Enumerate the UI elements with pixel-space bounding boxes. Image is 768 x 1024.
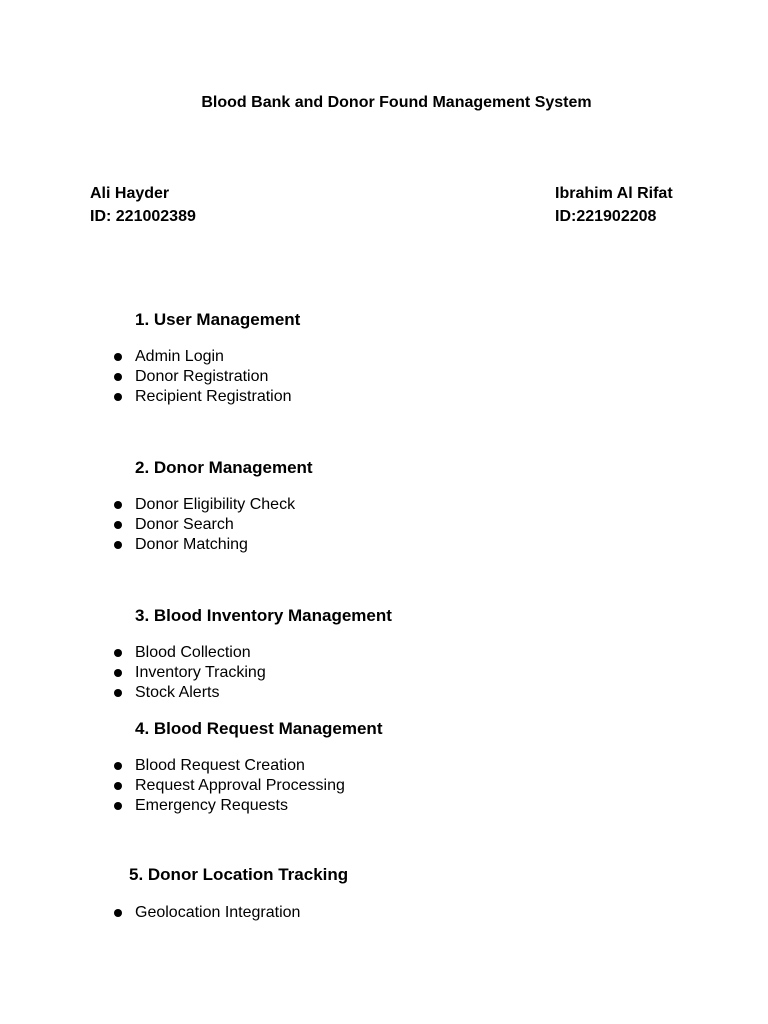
list-item [0,796,345,816]
bullet-list-blood-inventory-management [0,643,266,703]
bullet-icon [114,353,122,361]
list-item [0,347,292,367]
list-item [0,776,345,796]
list-item [0,756,345,776]
author-name: Ibrahim Al Rifat [555,185,673,202]
document-title: Blood Bank and Donor Found Management System [201,94,592,111]
section-heading-user-management: 1. User Management [135,310,301,329]
author-name: Ali Hayder [90,185,170,202]
section-heading-donor-location-tracking: 5. Donor Location Tracking [129,865,349,884]
author-id: ID: 221002389 [90,208,196,225]
section-heading-donor-management: 2. Donor Management [135,458,313,477]
list-item-text: Blood Collection [135,644,251,661]
list-item-text: Blood Request Creation [135,757,305,774]
list-item [0,663,266,683]
author-block-1 [90,182,196,228]
list-item-text: Geolocation Integration [135,904,301,921]
bullet-list-donor-location-tracking [0,903,300,923]
list-item [0,515,295,535]
author-block-2 [555,182,673,228]
list-item-text: Recipient Registration [135,388,292,405]
bullet-icon [114,541,122,549]
bullet-icon [114,689,122,697]
bullet-icon [114,762,122,770]
list-item [0,643,266,663]
bullet-icon [114,521,122,529]
list-item-text: Donor Matching [135,536,248,553]
list-item-text: Request Approval Processing [135,777,345,794]
list-item [0,367,292,387]
list-item [0,903,300,923]
section-heading-blood-request-management: 4. Blood Request Management [135,719,383,738]
bullet-icon [114,802,122,810]
bullet-list-blood-request-management [0,756,345,816]
list-item [0,535,295,555]
section-heading-blood-inventory-management: 3. Blood Inventory Management [135,606,392,625]
list-item-text: Donor Eligibility Check [135,496,296,513]
list-item [0,387,292,407]
bullet-icon [114,393,122,401]
bullet-list-donor-management [0,495,295,555]
bullet-icon [114,501,122,509]
list-item-text: Inventory Tracking [135,664,266,681]
list-item [0,495,295,515]
bullet-icon [114,909,122,917]
list-item [0,683,266,703]
bullet-icon [114,373,122,381]
bullet-icon [114,669,122,677]
bullet-icon [114,782,122,790]
list-item-text: Emergency Requests [135,797,288,814]
list-item-text: Admin Login [135,348,224,365]
author-id: ID:221902208 [555,208,657,225]
list-item-text: Stock Alerts [135,684,220,701]
list-item-text: Donor Search [135,516,234,533]
bullet-icon [114,649,122,657]
list-item-text: Donor Registration [135,368,269,385]
bullet-list-user-management [0,347,292,407]
